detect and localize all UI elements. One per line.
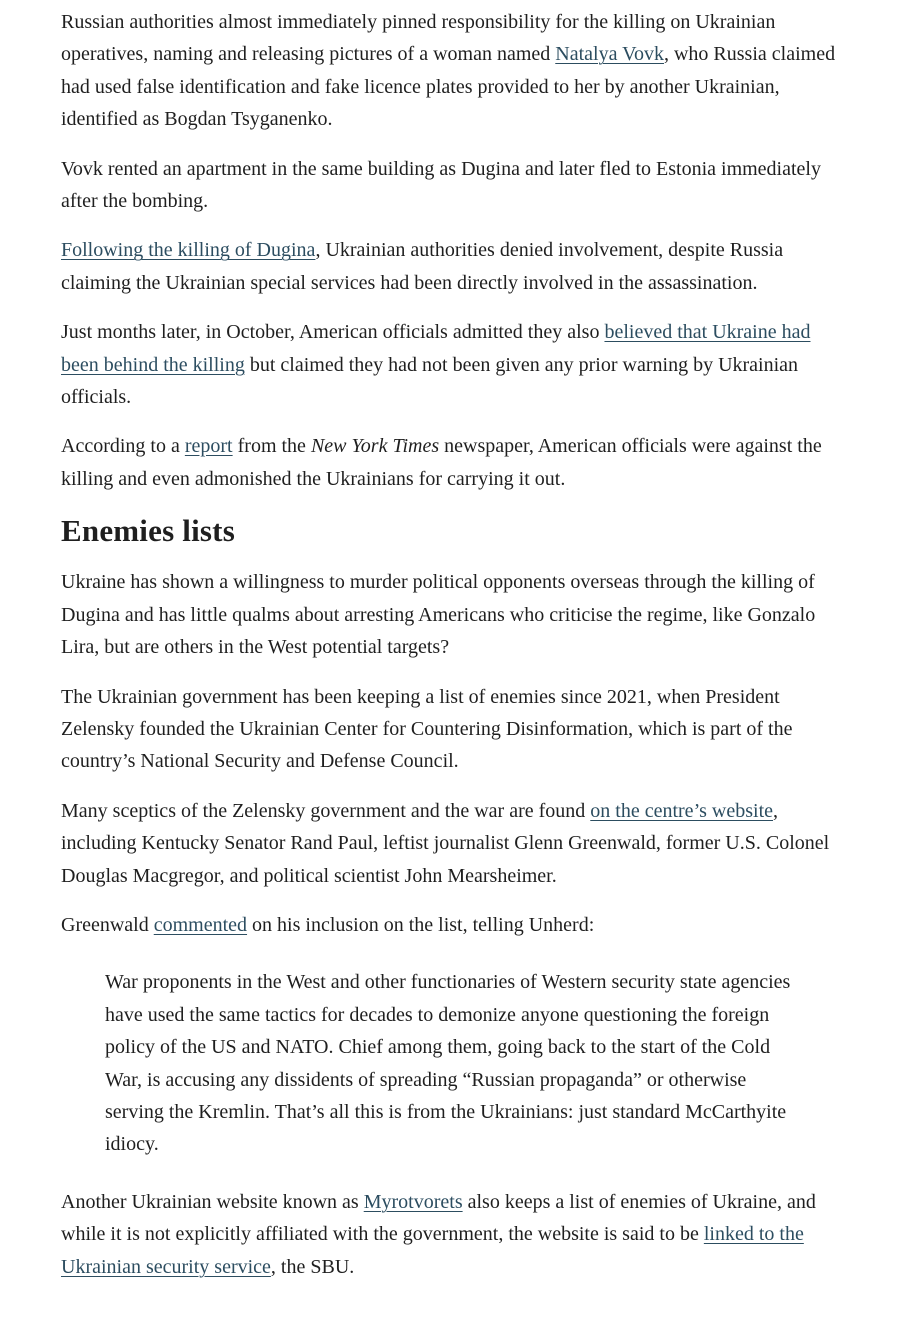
text-run: , the SBU. (270, 1255, 355, 1278)
paragraph (61, 430, 841, 495)
paragraph (61, 795, 841, 892)
inline-link[interactable]: on the centre’s website (590, 799, 773, 822)
blockquote-paragraph (105, 966, 797, 1160)
paragraph (61, 681, 841, 778)
text-run: Greenwald (61, 913, 154, 936)
text-run: Vovk rented an apartment in the same building as Dugina and later fled to Estonia immediately after the bombing. (61, 157, 821, 213)
text-run: but claimed they had not been given any prior warning by Ukrainian officials. (61, 353, 799, 409)
text-run: The Ukrainian government has been keeping a list of enemies since 2021, when President Zelensky founded the Ukrainian Center for Countering Disinformation, which is part of the country’s National Security and Defense Council. (61, 685, 793, 773)
text-run: War proponents in the West and other functionaries of Western security state agencies have used the same tactics for decades to demonize anyone questioning the foreign policy of the US and NATO. Chief among them, going back to the start of the Cold War, is accusing any dissidents of spreading “Russian propaganda” or otherwise serving the Kremlin. That’s all this is from the Ukrainians: just standard McCarthyite idiocy. (105, 971, 791, 1156)
paragraph (61, 6, 841, 136)
text-run: Russian authorities almost immediately pinned responsibility for the killing on Ukrainian operatives, naming and releasing pictures of a woman named (61, 11, 776, 66)
text-run: newspaper, American officials were against the killing and even admonished the Ukrainians for carrying it out. (61, 435, 822, 490)
text-run: also keeps a list of enemies of Ukraine, and while it is not explicitly affiliated with the government, the website is said to be (61, 1190, 816, 1246)
text-run: Another Ukrainian website known as (61, 1190, 364, 1213)
inline-link[interactable]: commented (153, 913, 248, 936)
paragraph (61, 316, 841, 413)
text-run: , Ukrainian authorities denied involvement, despite Russia claiming the Ukrainian special services had been directly involved in the assassination. (61, 239, 784, 294)
inline-link[interactable]: Natalya Vovk (555, 43, 664, 66)
text-run: from the (232, 435, 311, 458)
emphasis-text: New York Times (310, 435, 440, 458)
text-run: Ukraine has shown a willingness to murder political opponents overseas through the killing of Dugina and has little qualms about arresting Americans who criticise the regime, like Gonzalo Lira, but are others in the West potential targets? (61, 571, 816, 659)
blockquote (105, 966, 797, 1160)
text-run: Just months later, in October, American officials admitted they also (61, 321, 605, 344)
inline-link[interactable]: report (184, 435, 233, 458)
paragraph (61, 153, 841, 218)
inline-link[interactable]: believed that Ukraine had been behind the killing (61, 321, 811, 376)
paragraph (61, 234, 841, 299)
text-run: , who Russia claimed had used false identification and fake licence plates provided to her by another Ukrainian, identified as Bogdan Tsyganenko. (61, 43, 836, 131)
text-run: Many sceptics of the Zelensky government and the war are found (61, 799, 591, 822)
paragraph (61, 566, 841, 663)
text-run: on his inclusion on the list, telling Unherd: (247, 913, 595, 936)
inline-link[interactable]: Myrotvorets (363, 1190, 463, 1213)
text-run: , including Kentucky Senator Rand Paul, leftist journalist Glenn Greenwald, former U.S. Colonel Douglas Macgregor, and political scientist John Mearsheimer. (61, 799, 830, 887)
text-run: According to a (61, 435, 185, 458)
paragraph (61, 1186, 841, 1283)
section-heading: Enemies lists (61, 513, 235, 549)
article-body (61, 6, 841, 1283)
paragraph (61, 909, 841, 941)
inline-link[interactable]: linked to the Ukrainian security service (61, 1223, 804, 1278)
inline-link[interactable]: Following the killing of Dugina (61, 239, 316, 262)
